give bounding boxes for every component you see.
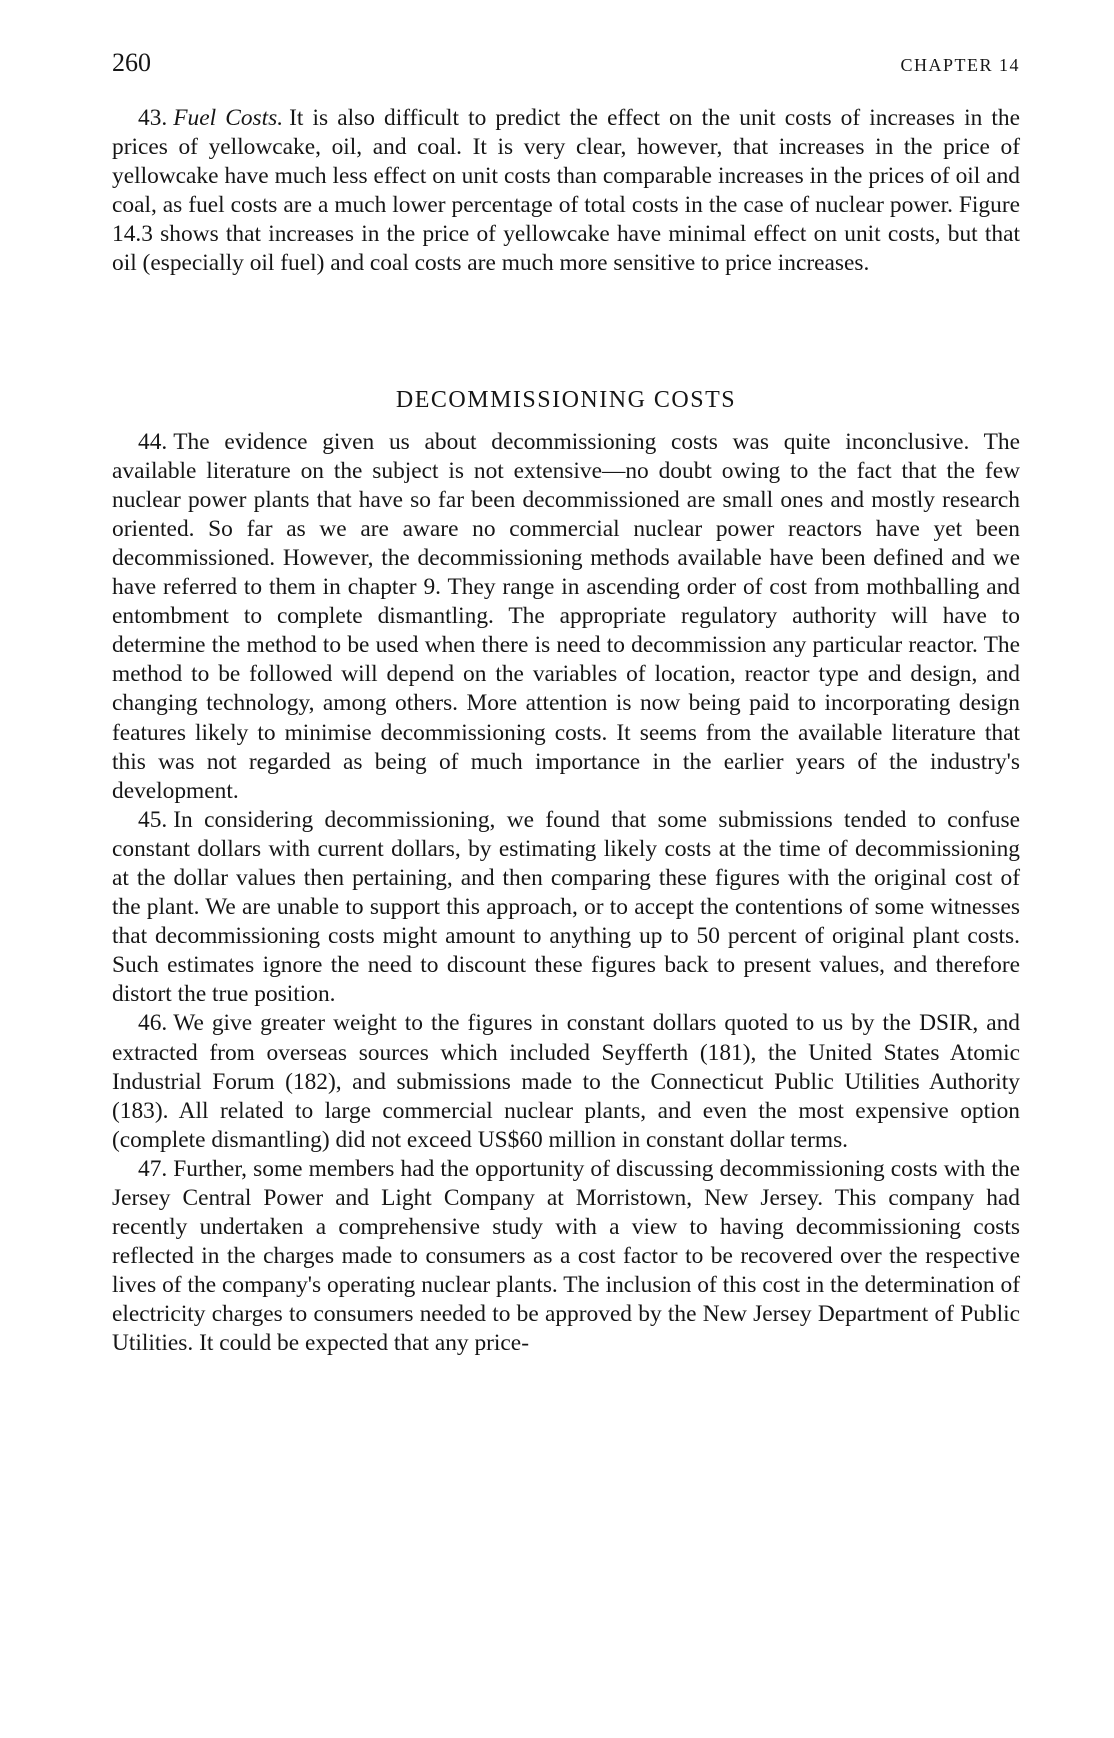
section-heading: DECOMMISSIONING COSTS <box>395 386 737 413</box>
paragraph-number: 47. <box>138 1155 168 1182</box>
paragraph-43 <box>112 104 1020 279</box>
paragraph-number: 45. <box>138 806 168 833</box>
paragraph-45 <box>112 806 1020 1010</box>
paragraph-47 <box>112 1155 1020 1359</box>
paragraph-46 <box>112 1009 1020 1154</box>
paragraph-44 <box>112 428 1020 806</box>
paragraph-number: 43. <box>138 105 168 131</box>
running-head: CHAPTER 14 <box>900 55 1020 75</box>
paragraph-text: In considering decommissioning, we found that some submissions tended to confuse constant dollars with current dollars, by estimating likely costs at the time of decommissioning at the dollar values then pertaining, and then comparing these figures with the original cost of the plant. We are unable to support this approach, or to accept the contentions of some witnesses that decommissioning costs might amount to anything up to 50 percent of original plant costs. Such estimates ignore the need to discount these figures back to present values, and therefore distort the true position. <box>112 806 1020 1008</box>
paragraph-title: Fuel Costs. <box>173 105 284 131</box>
page-header <box>112 48 1020 88</box>
paragraph-number: 46. <box>138 1010 168 1037</box>
paragraph-text: We give greater weight to the figures in constant dollars quoted to us by the DSIR, and extracted from overseas sources which included Seyfferth (181), the United States Atomic Industrial Forum (182), and submissions made to the Connecticut Public Utilities Authority (183). All related to large commercial nuclear plants, and even the most expensive option (complete dismantling) did not exceed US$60 million in constant dollar terms. <box>112 1010 1020 1153</box>
paragraph-text: It is also difficult to predict the effect on the unit costs of increases in the prices of yellowcake, oil, and coal. It is very clear, however, that increases in the price of yellowcake have much less effect on unit costs than comparable increases in the prices of oil and coal, as fuel costs are a much lower percentage of total costs in the case of nuclear power. Figure 14.3 shows that increases in the price of yellowcake have minimal effect on unit costs, but that oil (especially oil fuel) and coal costs are much more sensitive to price increases. <box>112 105 1021 277</box>
book-page <box>112 48 1020 1359</box>
paragraph-text: The evidence given us about decommissioning costs was quite inconclusive. The available literature on the subject is not extensive—no doubt owing to the fact that the few nuclear power plants that have so far been decommissioned are small ones and mostly research oriented. So far as we are aware no commercial nuclear power reactors have yet been decommissioned. However, the decommissioning methods available have been defined and we have referred to them in chapter 9. They range in ascending order of cost from mothballing and entombment to complete dismantling. The appropriate regulatory authority will have to determine the method to be used when there is need to decommission any particular reactor. The method to be followed will depend on the variables of location, reactor type and design, and changing technology, among others. More attention is now being paid to incorporating design features likely to minimise decommissioning costs. It seems from the available literature that this was not regarded as being of much importance in the earlier years of the industry's development. <box>112 428 1020 804</box>
page-number: 260 <box>112 48 151 77</box>
paragraph-text: Further, some members had the opportunity of discussing decommissioning costs with the Jersey Central Power and Light Company at Morristown, New Jersey. This company had recently undertaken a comprehensive study with a view to having decommissioning costs reflected in the charges made to consumers as a cost factor to be recovered over the respective lives of the company's operating nuclear plants. The inclusion of this cost in the determination of electricity charges to consumers needed to be approved by the New Jersey Department of Public Utilities. It could be expected that any price- <box>112 1155 1020 1357</box>
paragraph-number: 44. <box>138 428 168 455</box>
